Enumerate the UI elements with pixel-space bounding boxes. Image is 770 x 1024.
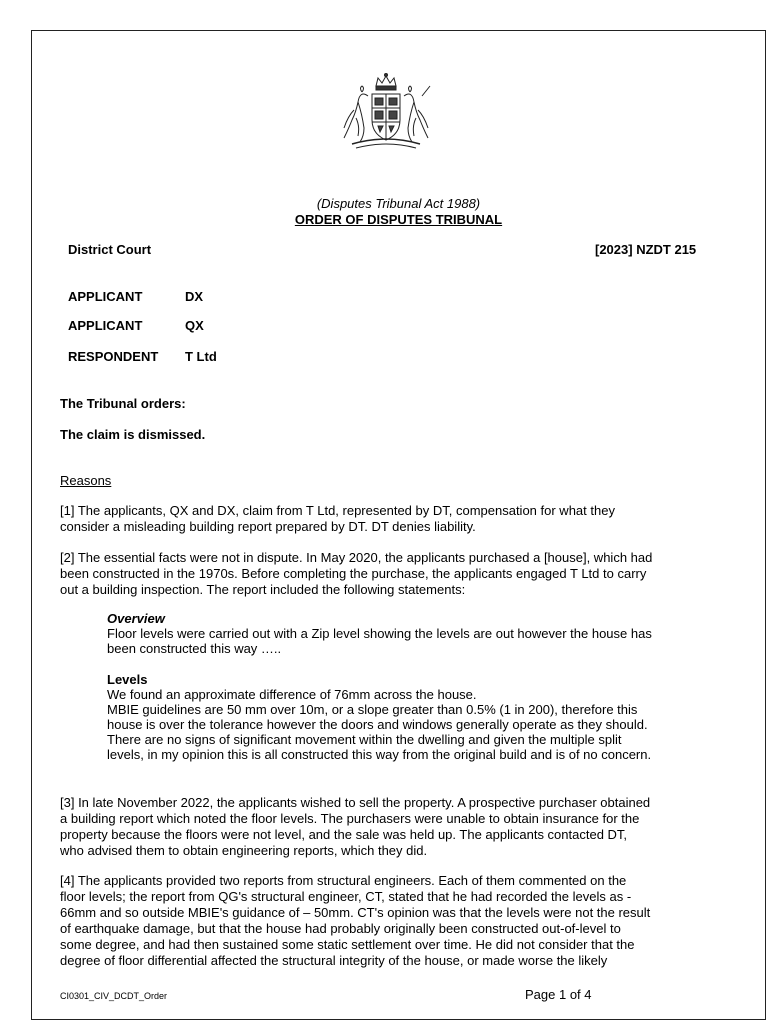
case-citation: [2023] NZDT 215 (595, 242, 697, 257)
paragraph-line: floor levels; the report from QG's structural engineer, CT, stated that he had recorded the levels as - (60, 889, 632, 904)
paragraph-line: degree of floor differential affected the structural integrity of the house, or made worse the likely (60, 953, 608, 968)
paragraph-line: [2] The essential facts were not in dispute. In May 2020, the applicants purchased a [house], which had (60, 550, 653, 565)
quote-levels (107, 672, 707, 762)
paragraph-line: [1] The applicants, QX and DX, claim from T Ltd, represented by DT, compensation for what they (60, 503, 615, 518)
paragraph-line: out a building inspection. The report included the following statements: (60, 582, 466, 597)
paragraph-3 (60, 795, 720, 859)
quote-line: levels, in my opinion this is all constructed this way from the original build and is of no concern. (107, 747, 652, 762)
party-name: QX (185, 318, 204, 333)
orders-heading: The Tribunal orders: (60, 396, 186, 411)
paragraph-line: [3] In late November 2022, the applicants wished to sell the property. A prospective purchaser obtained (60, 795, 651, 810)
party-role: APPLICANT (68, 289, 143, 304)
order-title-text: ORDER OF DISPUTES TRIBUNAL (294, 212, 503, 227)
footer-page-number: Page 1 of 4 (525, 987, 592, 1002)
order-title (31, 212, 766, 227)
quote-overview-heading: Overview (107, 611, 165, 626)
paragraph-4 (60, 873, 720, 969)
coat-of-arms-icon (334, 72, 438, 154)
quote-line: MBIE guidelines are 50 mm over 10m, or a slope greater than 0.5% (1 in 200), therefore this (107, 702, 638, 717)
act-reference: (Disputes Tribunal Act 1988) (316, 196, 481, 211)
paragraph-1 (60, 503, 720, 535)
party-role: RESPONDENT (68, 349, 159, 364)
party-name: T Ltd (185, 349, 217, 364)
quote-line: We found an approximate difference of 76mm across the house. (107, 687, 477, 702)
quote-line: house is over the tolerance however the doors and windows generally operate as they should. (107, 717, 648, 732)
quote-line: been constructed this way ….. (107, 641, 282, 656)
paragraph-line: property because the floors were not level, and the sale was held up. The applicants contacted DT, (60, 827, 628, 842)
reasons-heading: Reasons (60, 473, 112, 488)
paragraph-line: of earthquake damage, but that the house had probably originally been constructed out-of-level to (60, 921, 621, 936)
court-name: District Court (68, 242, 152, 257)
paragraph-line: [4] The applicants provided two reports from structural engineers. Each of them commented on the (60, 873, 627, 888)
footer-form-code: CI0301_CIV_DCDT_Order (60, 991, 168, 1001)
paragraph-line: some degree, and had then sustained some static settlement over time. He did not consider that the (60, 937, 635, 952)
paragraph-line: who advised them to obtain engineering reports, which they did. (60, 843, 428, 858)
paragraph-2 (60, 550, 720, 598)
paragraph-line: a building report which noted the floor levels. The purchasers were unable to obtain insurance for the (60, 811, 640, 826)
quote-line: Floor levels were carried out with a Zip level showing the levels are out however the house has (107, 626, 652, 641)
orders-text: The claim is dismissed. (60, 427, 206, 442)
party-role: APPLICANT (68, 318, 143, 333)
quote-overview (107, 611, 707, 656)
paragraph-line: consider a misleading building report prepared by DT. DT denies liability. (60, 519, 476, 534)
quote-levels-heading: Levels (107, 672, 148, 687)
party-name: DX (185, 289, 204, 304)
quote-line: There are no signs of significant movement within the dwelling and given the multiple split (107, 732, 622, 747)
paragraph-line: been constructed in the 1970s. Before completing the purchase, the applicants engaged T Ltd to carry (60, 566, 647, 581)
paragraph-line: 66mm and so outside MBIE's guidance of – 50mm. CT's opinion was that the levels were not the result (60, 905, 651, 920)
